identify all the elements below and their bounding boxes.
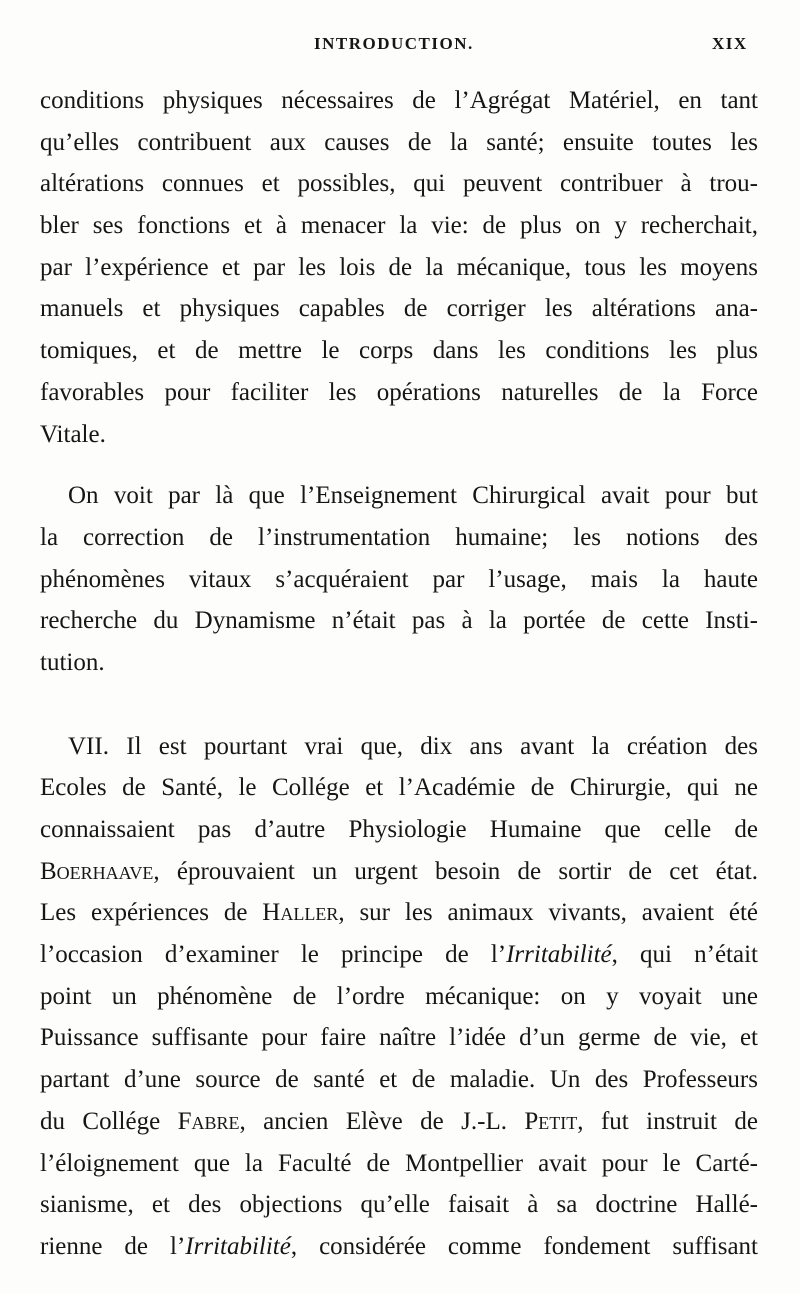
paragraph-1 — [40, 80, 758, 455]
author-name: Fabre — [177, 1107, 240, 1135]
text-run: Les expériences de — [40, 899, 263, 927]
text-run: rienne de l’ — [40, 1232, 186, 1260]
text-line: tution. — [40, 648, 105, 676]
text-line: partant d’une source de santé et de maladie. Un des Professeurs — [40, 1066, 758, 1094]
text-line: On voit par là que l’Enseignement Chirurgical avait pour but — [68, 482, 758, 510]
text-line: qu’elles contribuent aux causes de la santé; ensuite toutes les — [40, 128, 758, 156]
paragraph-3 — [40, 726, 758, 1268]
author-name: Haller — [262, 899, 339, 927]
text-line: Puissance suffisante pour faire naître l’idée d’un germe de vie, et — [40, 1024, 758, 1052]
text-line — [40, 934, 758, 976]
text-line: sianisme, et des objections qu’elle faisait à sa doctrine Hallé- — [40, 1191, 758, 1219]
text-run: , sur les animaux vivants, avaient été — [338, 899, 758, 927]
text-line — [40, 1101, 758, 1143]
text-line: conditions physiques nécessaires de l’Agrégat Matériel, en tant — [40, 87, 758, 114]
text-run: , fut instruit de — [577, 1107, 758, 1135]
text-line — [40, 1226, 758, 1268]
text-line: altérations connues et possibles, qui peuvent contribuer à trou- — [40, 170, 758, 198]
paragraph-gap — [40, 455, 758, 475]
author-name: Boerhaave — [40, 857, 154, 885]
text-line — [40, 892, 758, 934]
text-line: Ecoles de Santé, le Collége et l’Académie de Chirurgie, qui ne — [40, 774, 758, 802]
running-title: INTRODUCTION. — [314, 34, 474, 53]
text-line: favorables pour faciliter les opérations naturelles de la Force — [40, 378, 758, 406]
text-line: recherche du Dynamisme n’était pas à la portée de cette Insti- — [40, 607, 758, 635]
text-run: , éprouvaient un urgent besoin de sortir de cet état. — [153, 857, 758, 885]
text-line: connaissaient pas d’autre Physiologie Humaine que celle de — [40, 816, 758, 843]
text-line: par l’expérience et par les lois de la mécanique, tous les moyens — [40, 253, 758, 281]
emphasis-text: Irritabilité — [506, 941, 612, 969]
emphasis-text: Irritabilité — [185, 1232, 291, 1260]
text-line — [40, 851, 758, 893]
text-run: l’occasion d’examiner le principe de l’ — [40, 941, 507, 969]
body-text — [40, 80, 758, 1268]
text-line: bler ses fonctions et à menacer la vie: de plus on y recherchait, — [40, 212, 758, 240]
text-run: , considérée comme fondement suffisant — [290, 1232, 758, 1260]
running-head — [0, 34, 800, 58]
text-line: manuels et physiques capables de corriger les altérations ana- — [40, 295, 758, 323]
text-line: tomiques, et de mettre le corps dans les conditions les plus — [40, 337, 758, 365]
text-line: VII. Il est pourtant vrai que, dix ans avant la création des — [68, 732, 758, 760]
text-line: la correction de l’instrumentation humaine; les notions des — [40, 523, 758, 551]
author-name: Petit — [524, 1107, 578, 1135]
text-line: phénomènes vitaux s’acquéraient par l’usage, mais la haute — [40, 565, 758, 593]
section-gap — [40, 684, 758, 726]
text-run: , qui n’était — [611, 941, 758, 969]
text-run: , ancien Elève de J.-L. — [239, 1107, 525, 1135]
text-line: point un phénomène de l’ordre mécanique: on y voyait une — [40, 982, 758, 1010]
page-number: XIX — [712, 34, 748, 53]
text-run: du Collége — [40, 1107, 178, 1135]
text-line: Vitale. — [40, 420, 106, 448]
paragraph-2 — [40, 475, 758, 683]
text-line: l’éloignement que la Faculté de Montpellier avait pour le Carté- — [40, 1149, 758, 1177]
